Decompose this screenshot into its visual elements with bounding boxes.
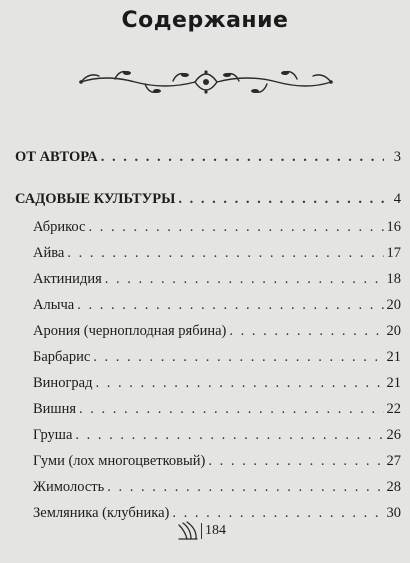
toc-entry[interactable] — [15, 320, 401, 342]
toc-entry-page: 16 — [386, 219, 401, 235]
dot-leader — [93, 346, 383, 368]
toc-entry[interactable] — [15, 146, 401, 168]
toc-entry[interactable] — [15, 242, 401, 264]
toc-entry-page: 21 — [386, 349, 401, 365]
toc-entry-label: Айва — [33, 245, 65, 261]
toc-entry-label: Абрикос — [33, 219, 86, 235]
toc-entry-page: 21 — [386, 375, 401, 391]
toc-entry-page: 26 — [386, 427, 401, 443]
toc-entry-label: Актинидия — [33, 271, 102, 287]
toc-entry-label: САДОВЫЕ КУЛЬТУРЫ — [15, 191, 176, 207]
toc-entry-page: 27 — [386, 453, 401, 469]
page-footer — [177, 520, 226, 542]
dot-leader — [95, 372, 383, 394]
toc-entry[interactable] — [15, 216, 401, 238]
toc-entry-label: Барбарис — [33, 349, 91, 365]
toc-entry-page: 3 — [393, 149, 401, 165]
toc-entry-page: 28 — [386, 479, 401, 495]
dot-leader — [178, 188, 384, 210]
toc-entry-label: Земляника (клубника) — [33, 505, 170, 521]
toc-entry-label: Виноград — [33, 375, 93, 391]
toc-entry[interactable] — [15, 346, 401, 368]
dot-leader — [79, 398, 383, 420]
dot-leader — [67, 242, 383, 264]
dot-leader — [77, 294, 383, 316]
toc-entry-page: 17 — [386, 245, 401, 261]
dot-leader — [229, 320, 383, 342]
toc-entry-page: 4 — [393, 191, 401, 207]
dot-leader — [88, 216, 383, 238]
toc-entry-label: ОТ АВТОРА — [15, 149, 98, 165]
floral-divider-icon — [75, 64, 337, 100]
toc-entry-label: Вишня — [33, 401, 77, 417]
toc-entry[interactable] — [15, 294, 401, 316]
toc-entry[interactable] — [15, 398, 401, 420]
toc-entry-label: Арония (черноплодная рябина) — [33, 323, 227, 339]
toc-entry-label: Груша — [33, 427, 73, 443]
toc-entry-page: 30 — [386, 505, 401, 521]
toc-entry[interactable] — [15, 268, 401, 290]
page-number: 184 — [205, 523, 226, 538]
toc-entry-page: 18 — [386, 271, 401, 287]
toc-entry-page: 22 — [386, 401, 401, 417]
dot-leader — [107, 476, 383, 498]
toc-entry[interactable] — [15, 450, 401, 472]
page-title: Содержание — [121, 8, 289, 33]
toc-entry[interactable] — [15, 424, 401, 446]
footer-divider — [201, 523, 202, 539]
toc-entry-label: Алыча — [33, 297, 75, 313]
dot-leader — [208, 450, 383, 472]
toc-entry-page: 20 — [386, 297, 401, 313]
dot-leader — [101, 146, 384, 168]
toc-entry-label: Жимолость — [33, 479, 105, 495]
toc-entry[interactable] — [15, 188, 401, 210]
toc-entry[interactable] — [15, 476, 401, 498]
leaf-sprig-icon — [177, 521, 199, 541]
dot-leader — [75, 424, 383, 446]
toc-entry[interactable] — [15, 372, 401, 394]
toc-entry-label: Гуми (лох многоцветковый) — [33, 453, 206, 469]
dot-leader — [105, 268, 384, 290]
toc-entry-page: 20 — [386, 323, 401, 339]
